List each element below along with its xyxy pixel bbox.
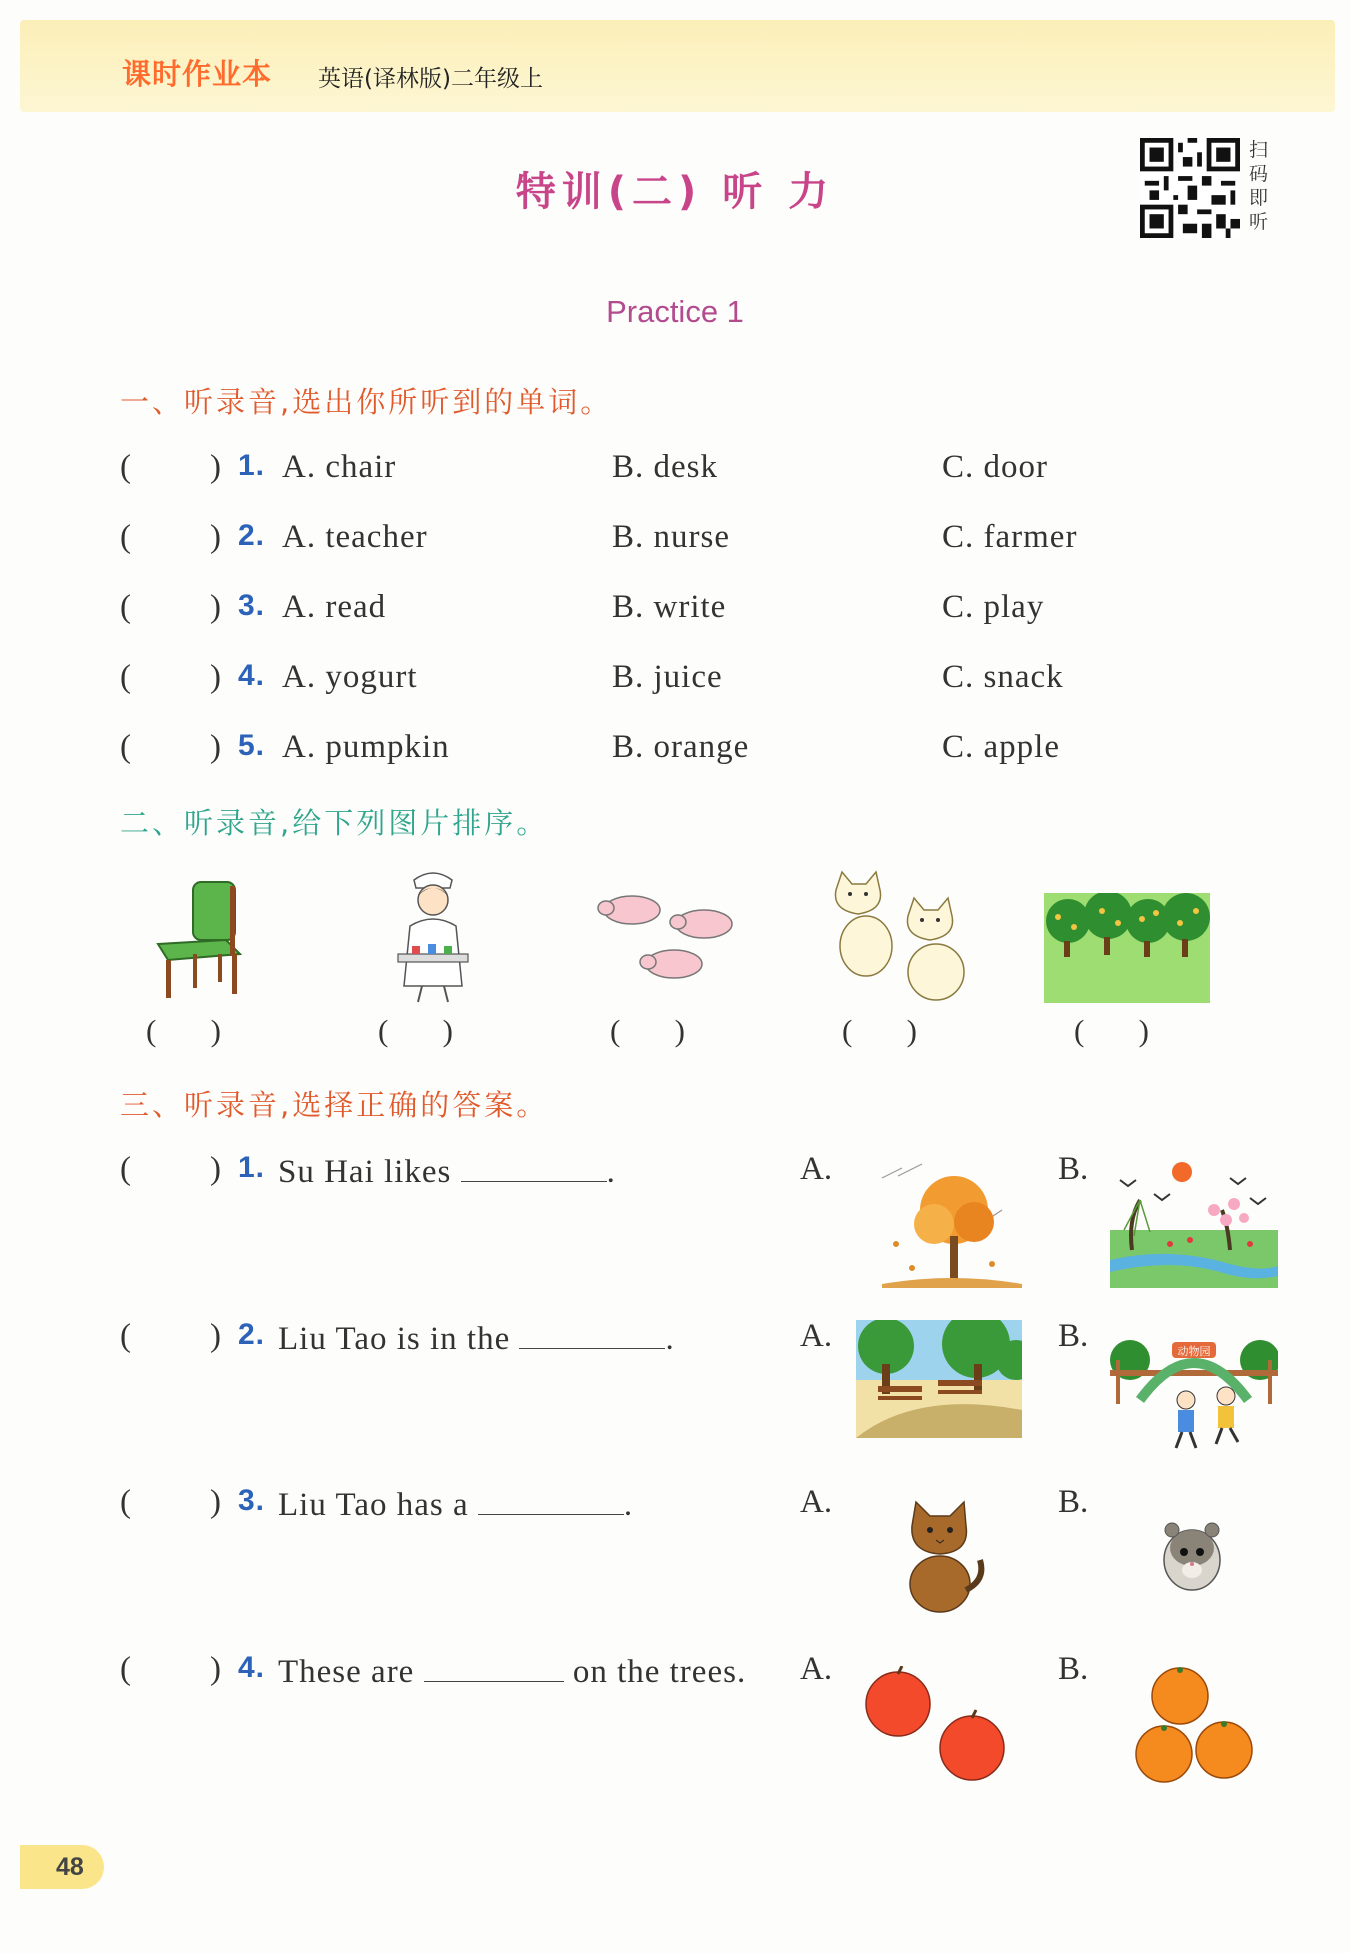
question-number: 5.: [238, 729, 266, 762]
option-a: A. pumpkin: [282, 729, 450, 765]
order-blank[interactable]: ( ): [610, 1013, 685, 1048]
answer-paren-left[interactable]: (: [120, 1484, 132, 1520]
option-b: B. write: [612, 589, 727, 625]
question-row: [0, 519, 1350, 567]
choice-b-label: B.: [1058, 1151, 1089, 1187]
option-b: B. juice: [612, 659, 723, 695]
option-c: C. apple: [942, 729, 1060, 765]
answer-paren-left[interactable]: (: [120, 589, 132, 625]
choice-b-label: B.: [1058, 1318, 1089, 1354]
answer-paren-right: ): [210, 1651, 222, 1687]
answer-paren-left[interactable]: (: [120, 659, 132, 695]
question-number: 1.: [238, 449, 266, 482]
section-1-heading: 一、听录音,选出你所听到的单词。: [120, 385, 613, 419]
trees-picture: [1044, 893, 1210, 1003]
section-2-heading: 二、听录音,给下列图片排序。: [120, 806, 549, 840]
question-number: 3.: [238, 1484, 266, 1517]
answer-paren-right: ): [210, 1151, 222, 1187]
question-row: [0, 1484, 1350, 1532]
answer-paren-right: ): [210, 589, 222, 625]
question-number: 4.: [238, 659, 266, 692]
option-c: C. snack: [942, 659, 1064, 695]
question-text: Su Hai likes .: [278, 1151, 616, 1191]
page-number-tab: [20, 1845, 104, 1889]
apples-picture: [862, 1666, 1012, 1782]
cats-picture: [826, 870, 976, 1002]
answer-paren-right: ): [210, 1318, 222, 1354]
practice-heading: Practice 1: [606, 294, 744, 329]
chair-picture: [148, 878, 248, 1003]
hamster-picture: [1160, 1518, 1224, 1592]
oranges-picture: [1132, 1666, 1256, 1784]
question-text: These are on the trees.: [278, 1651, 746, 1691]
answer-blank[interactable]: [519, 1318, 665, 1349]
answer-paren-left[interactable]: (: [120, 1151, 132, 1187]
answer-paren-right: ): [210, 519, 222, 555]
park-picture: [856, 1320, 1022, 1438]
option-b: B. desk: [612, 449, 718, 485]
question-number: 3.: [238, 589, 266, 622]
qr-label: 扫码即听: [1249, 139, 1269, 233]
answer-paren-right: ): [210, 659, 222, 695]
zoo-sign-text: 动物园: [1177, 1345, 1211, 1358]
answer-paren-left[interactable]: (: [120, 449, 132, 485]
question-row: [0, 729, 1350, 777]
zoo-picture: [1110, 1330, 1278, 1454]
option-c: C. door: [942, 449, 1048, 485]
nurse-picture: [392, 866, 474, 1004]
option-c: C. farmer: [942, 519, 1078, 555]
autumn-tree-picture: [872, 1160, 1022, 1288]
page-number: 48: [56, 1853, 84, 1881]
choice-a-label: A.: [800, 1484, 833, 1520]
answer-paren-right: ): [210, 729, 222, 765]
order-blank[interactable]: ( ): [1074, 1013, 1149, 1048]
option-c: C. play: [942, 589, 1045, 625]
question-row: [0, 659, 1350, 707]
choice-b-label: B.: [1058, 1484, 1089, 1520]
choice-b-label: B.: [1058, 1651, 1089, 1687]
spring-picture: [1110, 1160, 1278, 1288]
option-b: B. orange: [612, 729, 750, 765]
question-number: 2.: [238, 1318, 266, 1351]
question-number: 1.: [238, 1151, 266, 1184]
question-number: 2.: [238, 519, 266, 552]
question-row: [0, 589, 1350, 637]
page-title: 特训(二) 听 力: [515, 169, 835, 215]
answer-paren-right: ): [210, 449, 222, 485]
cat-picture: [900, 1500, 986, 1614]
answer-paren-left[interactable]: (: [120, 519, 132, 555]
choice-a-label: A.: [800, 1651, 833, 1687]
answer-blank[interactable]: [461, 1151, 607, 1182]
option-a: A. read: [282, 589, 387, 625]
choice-a-label: A.: [800, 1151, 833, 1187]
question-row: [0, 449, 1350, 497]
order-blank[interactable]: ( ): [842, 1013, 917, 1048]
answer-paren-right: ): [210, 1484, 222, 1520]
answer-blank[interactable]: [478, 1484, 624, 1515]
order-blank[interactable]: ( ): [378, 1013, 453, 1048]
section-3-heading: 三、听录音,选择正确的答案。: [120, 1088, 549, 1122]
qr-code-icon[interactable]: [1140, 138, 1240, 238]
book-subtitle: 英语(译林版)二年级上: [318, 66, 543, 92]
answer-blank[interactable]: [424, 1651, 564, 1682]
answer-paren-left[interactable]: (: [120, 1651, 132, 1687]
pigs-picture: [592, 888, 742, 988]
question-text: Liu Tao is in the .: [278, 1318, 675, 1358]
question-text: Liu Tao has a .: [278, 1484, 633, 1524]
option-a: A. teacher: [282, 519, 428, 555]
option-b: B. nurse: [612, 519, 730, 555]
answer-paren-left[interactable]: (: [120, 729, 132, 765]
brand-title: 课时作业本: [122, 57, 273, 91]
answer-paren-left[interactable]: (: [120, 1318, 132, 1354]
option-a: A. chair: [282, 449, 397, 485]
option-a: A. yogurt: [282, 659, 418, 695]
choice-a-label: A.: [800, 1318, 833, 1354]
order-blank[interactable]: ( ): [146, 1013, 221, 1048]
question-number: 4.: [238, 1651, 266, 1684]
